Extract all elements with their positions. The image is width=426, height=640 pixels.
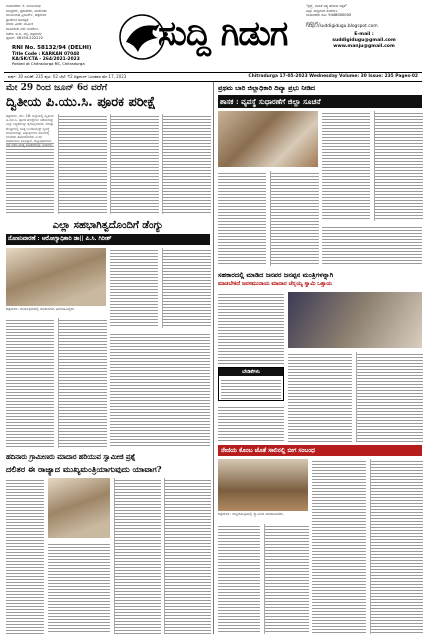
article-column (114, 478, 161, 634)
news-photo (48, 478, 110, 538)
masthead-left-row: ಮುದ್ರಕರು, ಪ್ರಕಾಶಕರು, ಮಾಲೀಕರು (6, 8, 47, 13)
bottom-headline-1: ಹದಿನಾರು ಗ್ರಾಮೀಣರು ಮಾದಾರ ಹರಿಯುವ ಸ್ವಾಮೀಜಿ ಪ್ರಶ್ನೆ (6, 453, 136, 461)
title-code: Title Code : KARKAN 07048 (12, 51, 80, 57)
photo-caption: ಚಿತ್ರದುರ್ಗ: ಸುದ್ದಿಗೋಷ್ಠಿಯಲ್ಲಿ ಸ್ವಾಮೀಜಿ ಮಾತನಾಡಿದರು. (218, 512, 284, 516)
masthead-left-row: ಚಂದಾ ವಿವರ: ವಾರ್ಷಿಕ (6, 22, 34, 27)
newspaper-title: ಸುದ್ದಿ ಗಿಡುಗ (158, 14, 288, 54)
right-mid-subhead: ಮಾಡಬೇಕಿದೆ ಜನಸಮುದಾಯ ಮಾದಾರ ಚೆನ್ನಯ್ಯ ಸ್ವಾಮಿ ಒತ್ತಾಯ (218, 281, 332, 287)
lead-headline: ದ್ವಿತೀಯ ಪಿ.ಯು.ಸಿ. ಪೂರಕ ಪರೀಕ್ಷೆ (6, 95, 156, 110)
website-label: ವೆಬ್‌ಸೈಟ್ : (306, 20, 321, 25)
article-column (370, 459, 423, 634)
masthead-left-row: ಪ್ರಾದೇಶಿಕ ದಿನಪತ್ರಿಕೆ (6, 17, 29, 22)
right-mid-headline: ಸಹಕಾರದಲ್ಲಿ ಮಾಡಿದ ಜನಪರ ಜನಪ್ಪನ ಮಂತ್ರಿಗಳನ್ನಾಗಿ (218, 271, 334, 279)
article-column (264, 524, 309, 634)
article-column (162, 114, 211, 214)
news-photo (288, 292, 422, 348)
article-column (270, 171, 319, 266)
article-column (58, 114, 107, 214)
tagline: "ಶ್ರದ್ಧೆ, ನಂಬಿಕೆ ಸತ್ಯ ಹೇಳುವ ಪತ್ರಿಕೆ" (306, 4, 348, 8)
mid-banner: ನೊಣನಿವಾರಣೆ : ಆರೋಗ್ಯಾಧಿಕಾರಿ ಡಾ|| ಪಿ.ಸಿ. ಗಿರೀಶ್ (6, 234, 210, 245)
demands-box-body (221, 378, 281, 400)
article-column (6, 318, 54, 448)
article-column (218, 171, 266, 266)
masthead-left-row: ಜಾಹೀರಾತು ದರ: ಸಂಪರ್ಕಿಸಿ (6, 26, 39, 31)
article-column (322, 111, 370, 221)
contact-line: ಸಂಪಾದಕರು ಮೊ: 9448000000 (306, 13, 352, 18)
masthead-left-row: ಫೋನ್: 08194-222222 (6, 36, 44, 41)
rni-number: RNI No. 58132/94 (DELHI) (12, 45, 92, 51)
email-label: E-mail : (354, 31, 374, 37)
top-right-headline: ಶಾಸಕ : ವ್ಯವಸ್ಥೆ ಸುಧಾರಣೆಗೆ ಜಿಲ್ಲಾ ಸೂಚನೆ (218, 95, 422, 108)
dateline-kannada: ವರ್ಷ: 30 ಸಂಚಿಕೆ: 235 ಪುಟ: 02 ಬೆಲೆ: ₹2 ಚಿತ್ರದುರ್ಗ ಬುಧವಾರ ಮೇ 17, 2023 (8, 74, 127, 79)
photo-caption: ಚಿತ್ರದುರ್ಗ: ಕಾರ್ಯಕ್ರಮದಲ್ಲಿ ಅಧಿಕಾರಿಗಳು ಭಾಗವಹಿಸಿದ್ದರು. (6, 307, 75, 311)
article-column (164, 478, 211, 634)
column-divider (213, 82, 214, 634)
article-column (48, 542, 110, 634)
posted-at: Posted at Chitradurga RS, Chitradurga (12, 61, 85, 67)
registration-block (12, 45, 102, 67)
article-column (312, 459, 366, 634)
article-column (218, 405, 284, 442)
email-link[interactable]: suddigidugu@gmail.com (332, 37, 396, 43)
website-link[interactable]: http://suddigidugu.blogspot.com (306, 24, 378, 30)
masthead-right (306, 4, 422, 70)
contact-line: ಎಲ್ಲಾ ಸುದ್ದಿಗಳಿಗೆ ಸಂಪರ್ಕಿಸಿ (306, 8, 338, 13)
dateline-english: Chitradurga 17-05-2023 Wednesday Volume: 30 Issue: 235 Pages-02 (248, 74, 418, 79)
article-column (6, 478, 44, 634)
article-column (374, 111, 423, 221)
demands-box (218, 367, 284, 401)
postal-reg: KA/SK/CTA - 264/2021-2023 (12, 57, 80, 62)
news-photo (6, 248, 106, 306)
article-column (58, 318, 107, 448)
email-link[interactable]: www.manju@gmail.com (333, 43, 395, 49)
article-column (162, 248, 211, 328)
news-photo (218, 459, 308, 511)
article-column (288, 352, 352, 442)
red-headline-banner: ನೇಣಿಯ ಕೊಂಬ ಜೊತೆ ಸಾಲಿನಲ್ಲಿ ಬೀಗ ಸಂಬಂಧ (218, 445, 422, 456)
masthead-left-row: ಕಚೇರಿ: ಬಿ.ಡಿ. ರಸ್ತೆ, ಚಿತ್ರದುರ್ಗ (6, 31, 42, 36)
lead-body-text: ಚಿತ್ರದುರ್ಗ, ಮೇ. 16: ಜಿಲ್ಲೆಯಲ್ಲಿ ದ್ವಿತೀಯ ಪಿ.ಯು.ಸಿ. ಪೂರಕ ಪರೀಕ್ಷೆಗಳು ನಡೆಯಲಿದ್ದು ಎಲ್ಲಾ ಸಿದ್ಧತೆಗಳನ್ನು ಕೈಗೊಳ್ಳಲಾಗಿದೆ. ಪರೀಕ್ಷಾ ಕೇಂದ್ರಗಳಲ್ಲಿ ಸೂಕ್ತ ಬಂದೋಬಸ್ತ್ ವ್ಯವಸ್ಥೆ ಮಾಡಲಾಗಿದ್ದು ವಿದ್ಯಾರ್ಥಿಗಳು ಸಮಯಕ್ಕೆ ಸರಿಯಾಗಿ ಹಾಜರಾಗಬೇಕು ಎಂದು ಅಧಿಕಾರಿಗಳು ತಿಳಿಸಿದ್ದಾರೆ. ಜಿಲ್ಲಾಧಿಕಾರಿಗಳು ಸಭೆ ನಡೆಸಿ ಅಗತ್ಯ ಸೂಚನೆಗಳನ್ನು ನೀಡಿದರು. (6, 114, 54, 148)
demands-box-label: ಬೇಡಿಕೆಗಳು (219, 368, 283, 376)
mid-headline: ಎಲ್ಲಾ ಸಹಭಾಗಿತ್ವದೊಂದಿಗೆ ಡೆಂಗ್ಯು (52, 220, 164, 231)
article-column (110, 114, 159, 214)
dateline (4, 72, 422, 82)
article-column (110, 332, 210, 448)
article-column (322, 225, 422, 266)
masthead-left-row: ಸಂಪಾದಕರು: ಕೆ. ಮಂಜುನಾಥ (6, 4, 41, 8)
article-column (218, 524, 260, 634)
lead-kicker: ಮೇ 29 ರಿಂದ ಜೂನ್ 6ರ ವರೆಗೆ (6, 83, 108, 93)
news-photo (218, 111, 318, 167)
top-right-kicker: ಪ್ರಥಮ ಬಾರಿ ಜಿಲ್ಲಾಧಿಕಾರಿ ದಿವ್ಯಾ ಪ್ರಭು ನೀಡಿದ (218, 84, 316, 92)
article-column (110, 248, 158, 328)
bottom-headline-2: ದಲಿತರ ಈ ರಾಜ್ಯಾದ ಮುಖ್ಯಮಂತ್ರಿಯಾಗುವುದು ಯಾವಾಗ? (6, 464, 162, 474)
masthead-left-row: ಮಂಜುನಾಥ ಪ್ರಿಂಟರ್ಸ್, ಚಿತ್ರದುರ್ಗ (6, 13, 47, 18)
article-column (356, 352, 423, 442)
article-column (218, 292, 284, 364)
